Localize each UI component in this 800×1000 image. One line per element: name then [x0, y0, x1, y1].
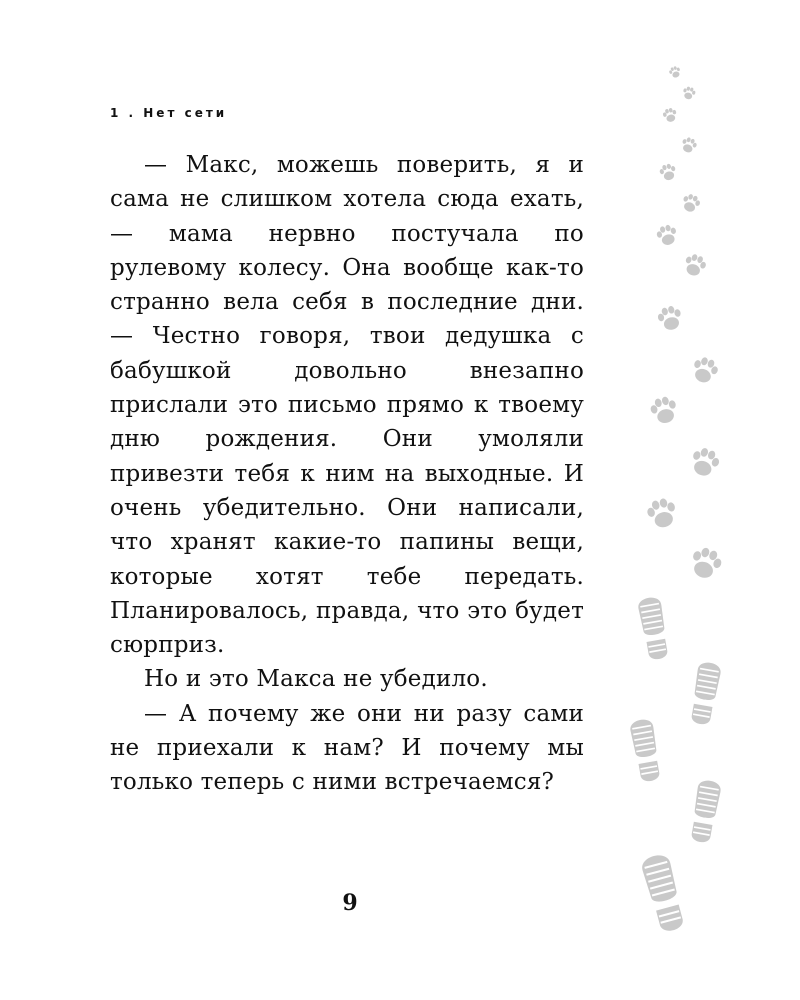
page-number: 9	[342, 890, 358, 916]
paw-print-icon	[658, 162, 677, 181]
shoe-print-icon	[688, 779, 722, 844]
paw-print-icon	[680, 136, 699, 155]
paw-print-icon	[682, 252, 709, 279]
shoe-print-icon	[637, 596, 671, 661]
paw-print-icon	[655, 223, 679, 247]
body-text	[110, 148, 584, 800]
paw-print-icon	[688, 445, 722, 480]
shoe-print-icon	[688, 661, 722, 726]
shoe-print-icon	[640, 852, 688, 934]
paw-print-icon	[648, 395, 679, 426]
paw-print-icon	[687, 544, 725, 582]
paragraph: Но и это Макса не убедило.	[144, 666, 488, 693]
paw-print-icon	[668, 65, 682, 79]
paw-print-icon	[689, 355, 720, 386]
paragraph: — А почему же они ни разу сами не приехали к нам? И почему мы только теперь с ними встречаемся?	[110, 700, 584, 796]
footprints-trail	[600, 40, 800, 1000]
paw-print-icon	[680, 192, 702, 214]
footprints-decoration	[600, 40, 800, 1000]
shoe-print-icon	[629, 718, 663, 783]
paw-print-icon	[681, 86, 696, 101]
chapter-header: 1 . Нет сети	[110, 106, 228, 120]
paragraph: — Макс, можешь поверить, я и сама не слишком хотела сюда ехать, — мама нервно постучала по рулевому колесу. Она вообще как-то странно вела себя в последние дни. — Честно говоря, твои дедушка с бабушкой довольно внезапно прислали это письмо прямо к твоему дню рождения. Они умоляли привезти тебя к ним на выходные. И очень убедительно. Они написали, что хранят какие-то папины вещи, которые хотят тебе передать. Планировалось, правда, что это будет сюрприз.	[110, 152, 584, 659]
paw-print-icon	[645, 496, 679, 530]
paw-print-icon	[662, 107, 678, 123]
paw-print-icon	[656, 304, 684, 332]
